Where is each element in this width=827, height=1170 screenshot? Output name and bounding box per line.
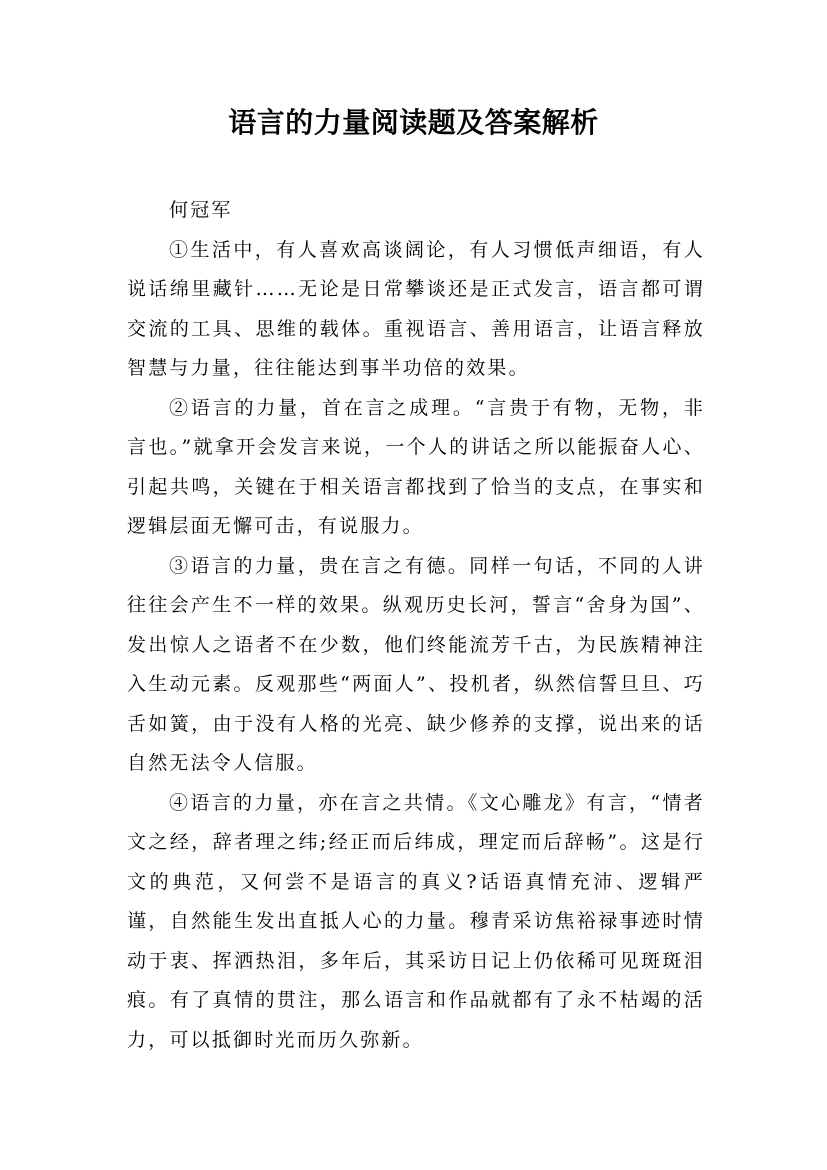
author-name: 何冠军 [169,199,233,221]
document-body [127,191,705,1060]
paragraph-3: ③语言的力量，贵在言之有德。同样一句话，不同的人讲往往会产生不一样的效果。纵观历史长河，誓言“舍身为国”、发出惊人之语者不在少数，他们终能流芳千古，为民族精神注入生动元素。反观那些“两面人”、投机者，纵然信誓旦旦、巧舌如簧，由于没有人格的光亮、缺少修养的支撑，说出来的话自然无法令人信服。 [127,554,705,774]
paragraph-1: ①生活中，有人喜欢高谈阔论，有人习惯低声细语，有人说话绵里藏针……无论是日常攀谈还是正式发言，语言都可谓交流的工具、思维的载体。重视语言、善用语言，让语言释放智慧与力量，往往能达到事半功倍的效果。 [127,238,705,379]
paragraph-2: ②语言的力量，首在言之成理。“言贵于有物，无物，非言也。”就拿开会发言来说，一个人的讲话之所以能振奋人心、引起共鸣，关键在于相关语言都找到了恰当的支点，在事实和逻辑层面无懈可击，有说服力。 [127,396,705,537]
document-title: 语言的力量阅读题及答案解析 [228,106,599,139]
paragraph-4: ④语言的力量，亦在言之共情。《文心雕龙》有言，“情者文之经，辞者理之纬;经正而后纬成，理定而后辞畅”。这是行文的典范，又何尝不是语言的真义?话语真情充沛、逻辑严谨，自然能生发出直抵人心的力量。穆青采访焦裕禄事迹时情动于衷、挥洒热泪，多年后，其采访日记上仍依稀可见斑斑泪痕。有了真情的贯注，那么语言和作品就都有了永不枯竭的活力，可以抵御时光而历久弥新。 [127,791,705,1051]
